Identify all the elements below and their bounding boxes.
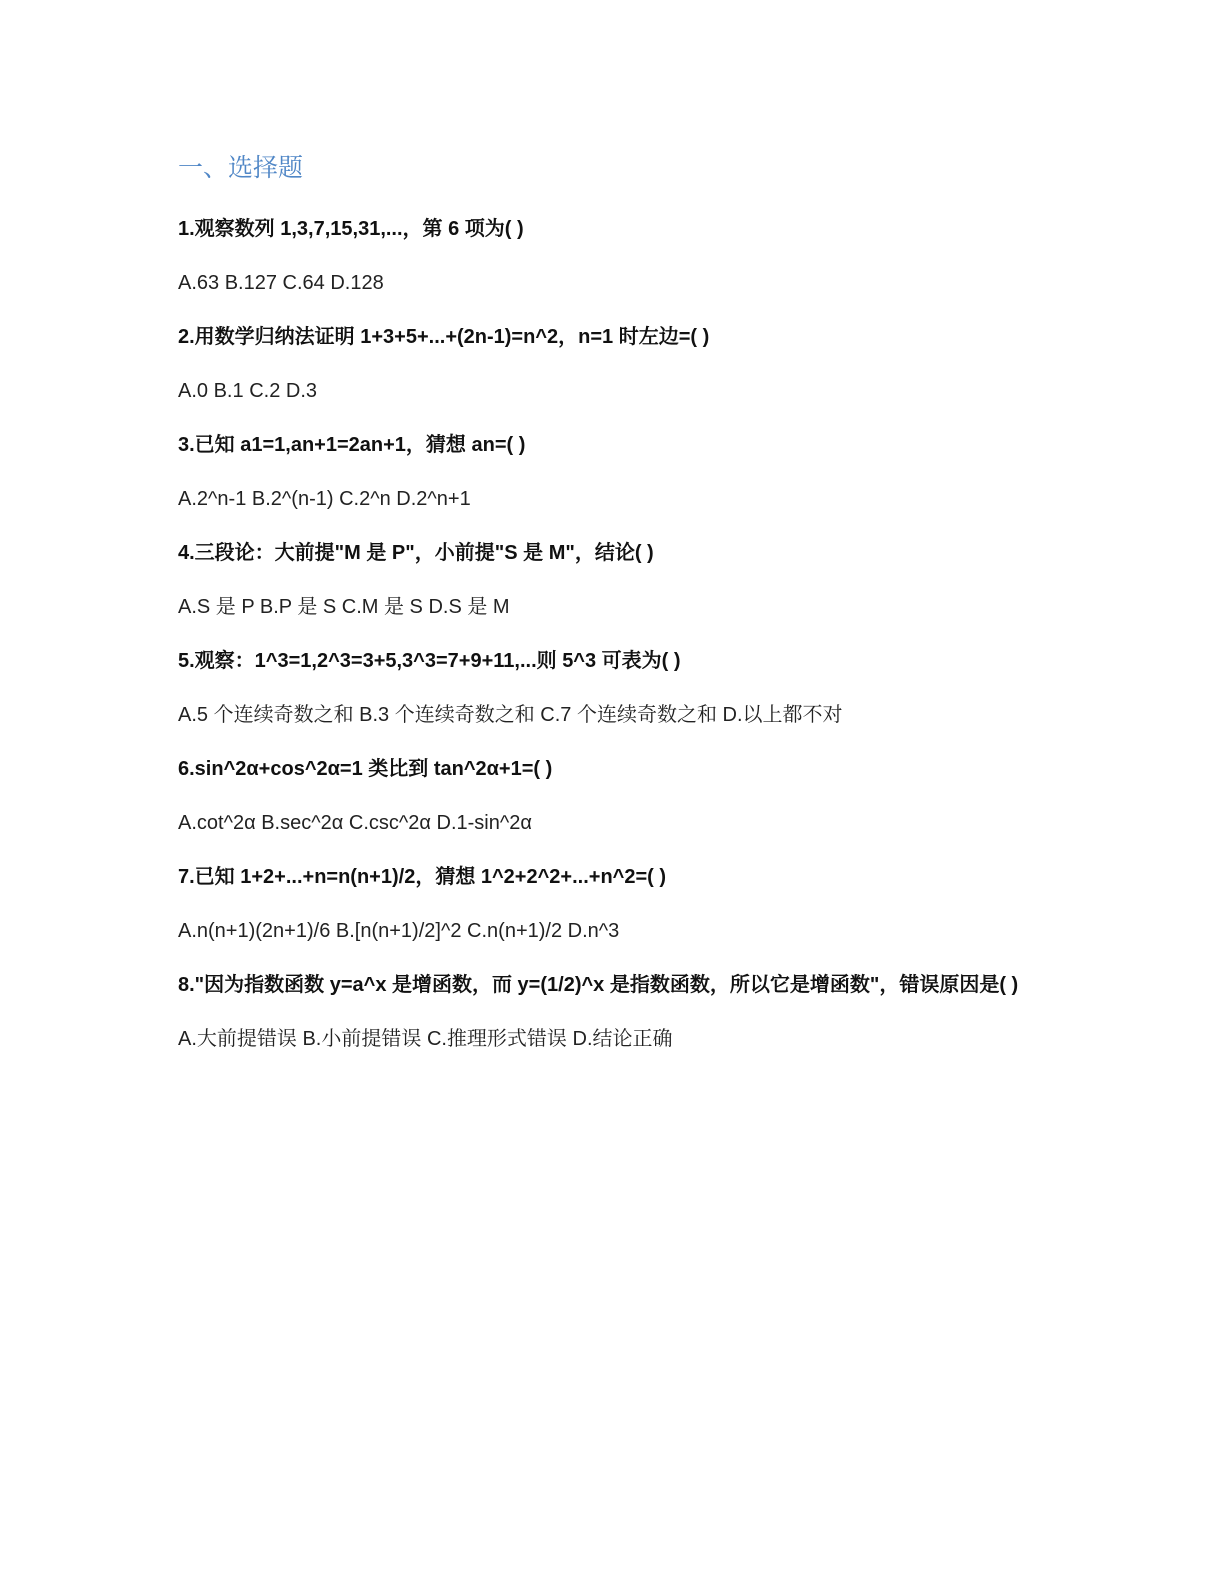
question-stem: 7.已知 1+2+...+n=n(n+1)/2，猜想 1^2+2^2+...+n^2=( ) xyxy=(178,865,667,888)
answer-option: D.3 xyxy=(285,379,317,402)
answer-option: A.0 xyxy=(178,379,209,402)
question-item xyxy=(178,634,1048,742)
answer-option: B.2^(n-1) xyxy=(251,487,334,510)
question-options xyxy=(178,256,1048,310)
answer-option: D.结论正确 xyxy=(572,1027,673,1050)
question-stem: 1.观察数列 1,3,7,15,31,...，第 6 项为( ) xyxy=(178,217,524,240)
answer-option: B.sec^2α xyxy=(261,811,344,834)
answer-option: B.[n(n+1)/2]^2 xyxy=(335,919,462,942)
question-stem: 2.用数学归纳法证明 1+3+5+...+(2n-1)=n^2，n=1 时左边=( ) xyxy=(178,325,710,348)
answer-option: D.n^3 xyxy=(567,919,620,942)
question-options xyxy=(178,472,1048,526)
answer-option: C.M 是 S xyxy=(341,595,423,618)
answer-option: D.2^n+1 xyxy=(396,487,471,510)
answer-option: C.csc^2α xyxy=(348,811,431,834)
question-item xyxy=(178,202,1048,310)
answer-option: C.2 xyxy=(249,379,281,402)
question-list xyxy=(178,202,1048,1066)
answer-option: B.127 xyxy=(224,271,277,294)
answer-option: C.推理形式错误 xyxy=(426,1027,567,1050)
question-options xyxy=(178,364,1048,418)
answer-option: B.P 是 S xyxy=(259,595,337,618)
question-options xyxy=(178,904,1048,958)
answer-option: C.2^n xyxy=(339,487,391,510)
section-heading: 一、选择题 xyxy=(178,154,304,182)
question-options xyxy=(178,1012,1048,1066)
question-stem: 8."因为指数函数 y=a^x 是增函数，而 y=(1/2)^x 是指数函数，所以它是增函数"，错误原因是( ) xyxy=(178,973,1019,996)
answer-option: A.cot^2α xyxy=(178,811,256,834)
question-item xyxy=(178,526,1048,634)
question-options xyxy=(178,796,1048,850)
answer-option: C.7 个连续奇数之和 xyxy=(540,703,717,726)
answer-option: D.以上都不对 xyxy=(722,703,843,726)
question-stem: 3.已知 a1=1,an+1=2an+1，猜想 an=( ) xyxy=(178,433,526,456)
question-options xyxy=(178,580,1048,634)
answer-option: D.128 xyxy=(330,271,384,294)
answer-option: A.2^n-1 xyxy=(178,487,247,510)
question-item xyxy=(178,310,1048,418)
answer-option: C.n(n+1)/2 xyxy=(467,919,563,942)
document-page xyxy=(178,150,1048,1066)
answer-option: B.小前提错误 xyxy=(302,1027,422,1050)
question-stem: 6.sin^2α+cos^2α=1 类比到 tan^2α+1=( ) xyxy=(178,757,553,780)
question-item xyxy=(178,850,1048,958)
question-item xyxy=(178,418,1048,526)
question-stem: 5.观察：1^3=1,2^3=3+5,3^3=7+9+11,...则 5^3 可表为( ) xyxy=(178,649,681,672)
answer-option: A.S 是 P xyxy=(178,595,255,618)
answer-option: A.5 个连续奇数之和 xyxy=(178,703,354,726)
answer-option: D.S 是 M xyxy=(428,595,510,618)
answer-option: B.1 xyxy=(213,379,244,402)
question-item xyxy=(178,742,1048,850)
answer-option: A.大前提错误 xyxy=(178,1027,297,1050)
answer-option: D.1-sin^2α xyxy=(436,811,532,834)
question-options xyxy=(178,688,1048,742)
answer-option: A.n(n+1)(2n+1)/6 xyxy=(178,919,331,942)
answer-option: A.63 xyxy=(178,271,220,294)
question-item xyxy=(178,958,1048,1066)
answer-option: B.3 个连续奇数之和 xyxy=(359,703,535,726)
question-stem: 4.三段论：大前提"M 是 P"，小前提"S 是 M"，结论( ) xyxy=(178,541,654,564)
answer-option: C.64 xyxy=(282,271,325,294)
